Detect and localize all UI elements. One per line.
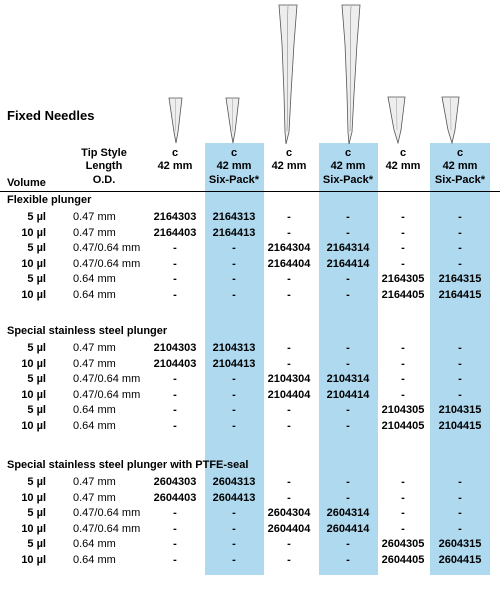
catalog-number: 2104404 [267, 388, 311, 401]
row-od: 0.64 mm [73, 273, 116, 285]
catalog-number: - [401, 242, 405, 254]
catalog-number: 2104415 [438, 419, 482, 432]
catalog-number: 2164313 [212, 211, 256, 223]
column-pack-label: Six-Pack* [322, 174, 374, 186]
row-od: 0.64 mm [73, 538, 116, 550]
catalog-number: - [458, 242, 462, 254]
catalog-number: - [346, 288, 350, 301]
od-header: O.D. [92, 174, 116, 186]
column-tip-label: c [344, 147, 352, 159]
catalog-number: 2604305 [381, 538, 425, 550]
row-volume: 10 µl [21, 491, 46, 504]
column-pack-label: Six-Pack* [208, 174, 260, 186]
catalog-number: - [458, 522, 462, 535]
catalog-number: - [458, 476, 462, 488]
section-title: Flexible plunger [7, 194, 92, 206]
catalog-number: - [346, 553, 350, 566]
catalog-number: - [401, 522, 405, 535]
row-volume: 5 µl [27, 404, 46, 416]
catalog-number: 2164304 [267, 242, 311, 254]
catalog-number: 2164315 [438, 273, 482, 285]
catalog-number: - [346, 419, 350, 432]
catalog-number: 2604315 [438, 538, 482, 550]
catalog-number: - [232, 538, 236, 550]
catalog-number: - [458, 373, 462, 385]
catalog-number: - [287, 357, 291, 370]
row-volume: 10 µl [21, 288, 46, 301]
section-title: Special stainless steel plunger [7, 325, 168, 337]
catalog-number: 2604404 [267, 522, 311, 535]
catalog-number: - [173, 242, 177, 254]
row-od: 0.47 mm [73, 357, 116, 370]
catalog-number: - [173, 404, 177, 416]
section-title: Special stainless steel plunger with PTFE-seal [7, 459, 249, 471]
catalog-number: - [232, 242, 236, 254]
catalog-number: - [458, 357, 462, 370]
column-tip-label: c [230, 147, 238, 159]
catalog-number: - [287, 404, 291, 416]
catalog-number: - [346, 273, 350, 285]
wide-needle-icon [386, 96, 408, 146]
column-length-label: 42 mm [330, 160, 366, 172]
row-od: 0.64 mm [73, 404, 116, 416]
catalog-number: 2604403 [153, 491, 197, 504]
row-od: 0.47/0.64 mm [73, 388, 141, 401]
tip-style-header: Tip Style [81, 147, 127, 159]
catalog-number: - [173, 522, 177, 535]
catalog-number: - [232, 507, 236, 519]
catalog-number: - [287, 288, 291, 301]
catalog-number: 2104305 [381, 404, 425, 416]
row-volume: 10 µl [21, 388, 46, 401]
catalog-number: - [458, 388, 462, 401]
catalog-number: - [287, 342, 291, 354]
row-volume: 5 µl [27, 538, 46, 550]
catalog-number: - [173, 288, 177, 301]
row-od: 0.47 mm [73, 226, 116, 239]
column-tip-label: c [456, 147, 464, 159]
catalog-number: 2104405 [381, 419, 425, 432]
catalog-number: 2164405 [381, 288, 425, 301]
catalog-number: - [232, 273, 236, 285]
row-volume: 5 µl [27, 476, 46, 488]
catalog-number: - [401, 257, 405, 270]
catalog-number: - [458, 507, 462, 519]
catalog-number: - [458, 491, 462, 504]
catalog-number: - [346, 491, 350, 504]
row-od: 0.47 mm [73, 342, 116, 354]
catalog-number: - [346, 476, 350, 488]
catalog-number: 2104403 [153, 357, 197, 370]
row-volume: 5 µl [27, 242, 46, 254]
catalog-number: - [232, 373, 236, 385]
catalog-number: - [458, 226, 462, 239]
catalog-number: 2164305 [381, 273, 425, 285]
catalog-number: 2604304 [267, 507, 311, 519]
catalog-number: 2104314 [326, 373, 370, 385]
page-title: Fixed Needles [7, 108, 95, 123]
catalog-number: 2164414 [326, 257, 370, 270]
row-volume: 10 µl [21, 257, 46, 270]
row-od: 0.47 mm [73, 491, 116, 504]
short-needle-icon [166, 97, 186, 145]
catalog-number: - [401, 476, 405, 488]
row-volume: 5 µl [27, 211, 46, 223]
catalog-number: 2604415 [438, 553, 482, 566]
catalog-number: 2104304 [267, 373, 311, 385]
catalog-number: 2604314 [326, 507, 370, 519]
catalog-number: - [287, 419, 291, 432]
catalog-number: - [232, 388, 236, 401]
row-volume: 5 µl [27, 373, 46, 385]
catalog-number: 2104413 [212, 357, 256, 370]
catalog-number: - [287, 553, 291, 566]
row-od: 0.47/0.64 mm [73, 242, 141, 254]
catalog-number: 2164404 [267, 257, 311, 270]
row-volume: 5 µl [27, 507, 46, 519]
catalog-number: 2164415 [438, 288, 482, 301]
catalog-number: - [173, 373, 177, 385]
catalog-number: 2604303 [153, 476, 197, 488]
catalog-number: - [401, 373, 405, 385]
catalog-number: - [173, 273, 177, 285]
column-pack-label: Six-Pack* [434, 174, 486, 186]
short-needle-icon [223, 97, 243, 145]
catalog-number: 2164403 [153, 226, 197, 239]
catalog-number: - [173, 507, 177, 519]
row-od: 0.47/0.64 mm [73, 507, 141, 519]
catalog-number: - [458, 257, 462, 270]
row-od: 0.47/0.64 mm [73, 373, 141, 385]
catalog-number: 2164303 [153, 211, 197, 223]
catalog-number: - [346, 211, 350, 223]
catalog-number: - [173, 553, 177, 566]
catalog-number: 2604414 [326, 522, 370, 535]
tapered-needle-icon [273, 4, 301, 146]
catalog-number: - [346, 538, 350, 550]
catalog-number: - [401, 491, 405, 504]
row-od: 0.47/0.64 mm [73, 257, 141, 270]
catalog-number: - [346, 404, 350, 416]
catalog-number: - [346, 226, 350, 239]
row-od: 0.47 mm [73, 476, 116, 488]
catalog-number: - [232, 257, 236, 270]
catalog-number: - [401, 357, 405, 370]
tapered-needle-icon [336, 4, 364, 146]
row-volume: 10 µl [21, 357, 46, 370]
catalog-number: - [173, 538, 177, 550]
catalog-number: - [232, 419, 236, 432]
row-od: 0.64 mm [73, 288, 116, 301]
row-volume: 10 µl [21, 419, 46, 432]
catalog-number: 2164413 [212, 226, 256, 239]
catalog-number: - [401, 388, 405, 401]
column-length-label: 42 mm [271, 160, 307, 172]
row-volume: 10 µl [21, 226, 46, 239]
catalog-number: 2104315 [438, 404, 482, 416]
catalog-number: - [287, 273, 291, 285]
column-length-label: 42 mm [216, 160, 252, 172]
header-rule [0, 191, 500, 192]
catalog-number: - [173, 419, 177, 432]
column-tip-label: c [171, 147, 179, 159]
catalog-number: - [401, 226, 405, 239]
catalog-number: - [173, 388, 177, 401]
catalog-number: 2104303 [153, 342, 197, 354]
catalog-number: - [346, 357, 350, 370]
row-volume: 5 µl [27, 342, 46, 354]
catalog-number: - [401, 507, 405, 519]
column-length-label: 42 mm [157, 160, 193, 172]
catalog-number: - [401, 211, 405, 223]
catalog-number: - [287, 211, 291, 223]
column-length-label: 42 mm [385, 160, 421, 172]
catalog-number: 2604413 [212, 491, 256, 504]
column-length-label: 42 mm [442, 160, 478, 172]
volume-header: Volume [7, 177, 46, 189]
row-volume: 5 µl [27, 273, 46, 285]
catalog-number: - [458, 211, 462, 223]
catalog-number: - [346, 342, 350, 354]
catalog-number: 2104313 [212, 342, 256, 354]
catalog-number: - [173, 257, 177, 270]
catalog-number: - [287, 476, 291, 488]
catalog-number: - [401, 342, 405, 354]
catalog-number: - [232, 553, 236, 566]
catalog-number: 2604405 [381, 553, 425, 566]
column-tip-label: c [399, 147, 407, 159]
row-od: 0.64 mm [73, 553, 116, 566]
catalog-number: 2104414 [326, 388, 370, 401]
column-tip-label: c [285, 147, 293, 159]
catalog-number: - [287, 491, 291, 504]
catalog-number: - [232, 288, 236, 301]
row-od: 0.47 mm [73, 211, 116, 223]
catalog-number: - [458, 342, 462, 354]
catalog-number: - [287, 226, 291, 239]
row-volume: 10 µl [21, 553, 46, 566]
length-header: Length [85, 160, 123, 172]
catalog-number: 2164314 [326, 242, 370, 254]
row-volume: 10 µl [21, 522, 46, 535]
catalog-number: - [232, 404, 236, 416]
row-od: 0.64 mm [73, 419, 116, 432]
row-od: 0.47/0.64 mm [73, 522, 141, 535]
catalog-number: 2604313 [212, 476, 256, 488]
catalog-number: - [232, 522, 236, 535]
wide-needle-icon [440, 96, 462, 146]
catalog-number: - [287, 538, 291, 550]
